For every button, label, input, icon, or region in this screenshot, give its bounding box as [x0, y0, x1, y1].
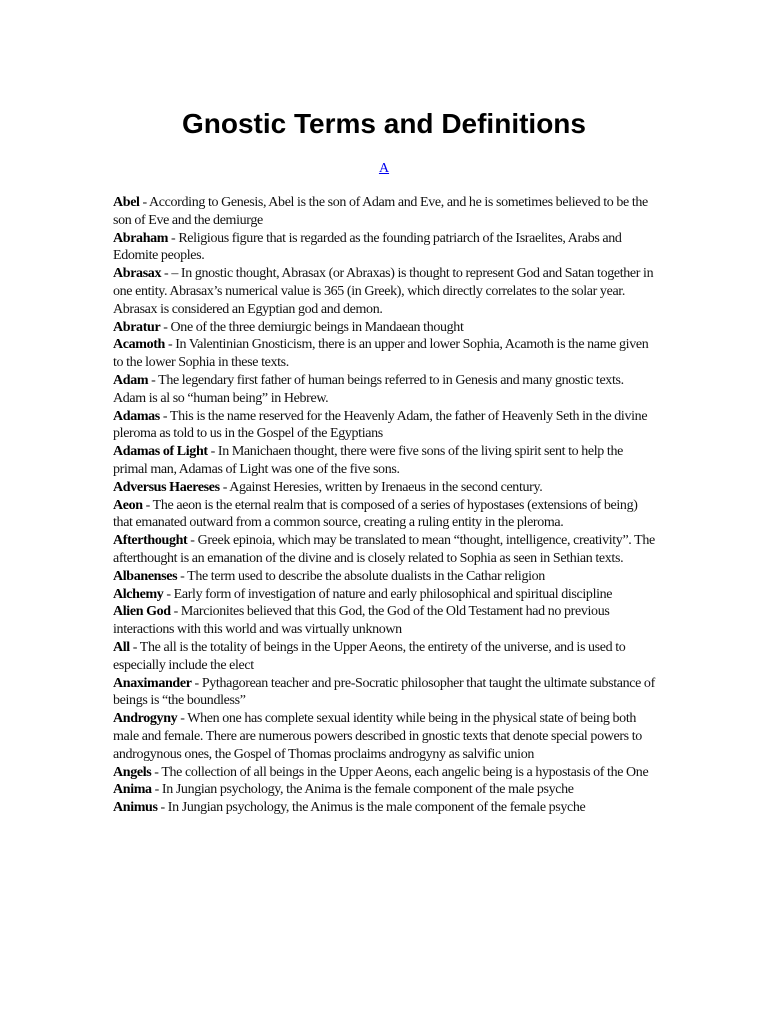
glossary-definition: - Pythagorean teacher and pre-Socratic philosopher that taught the ultimate substance of beings is “the boundless”: [113, 675, 655, 709]
glossary-term: Animus: [113, 800, 158, 816]
glossary-term: Adamas: [113, 408, 160, 424]
glossary-definition: - Religious figure that is regarded as the founding patriarch of the Israelites, Arabs and Edomite peoples.: [113, 230, 622, 264]
glossary-definition: - When one has complete sexual identity while being in the physical state of being both male and female. There are numerous powers described in gnostic texts that denote special powers to androgynous ones, the Gospel of Thomas proclaims androgyny as salvific union: [113, 711, 642, 762]
glossary-entry: [113, 408, 658, 444]
glossary-entry: [113, 497, 658, 533]
glossary-term: Afterthought: [113, 533, 188, 549]
glossary-term: Androgyny: [113, 711, 178, 727]
page-title: Gnostic Terms and Definitions: [182, 108, 586, 139]
glossary-entry: [113, 710, 658, 763]
glossary-definition: - In Jungian psychology, the Anima is the female component of the male psyche: [151, 782, 574, 798]
glossary-term: Angels: [113, 764, 152, 780]
glossary-definition: - Against Heresies, written by Irenaeus in the second century.: [219, 479, 543, 495]
glossary-definition: - The all is the totality of beings in the Upper Aeons, the entirety of the universe, and is used to especially include the elect: [113, 639, 626, 673]
glossary-term: Alien God: [113, 604, 171, 620]
glossary-term: Adversus Haereses: [113, 479, 220, 495]
glossary-definition: - This is the name reserved for the Heavenly Adam, the father of Heavenly Seth in the divine pleroma as told to us in the Gospel of the Egyptians: [113, 408, 648, 442]
glossary-entry: [113, 639, 658, 675]
glossary-entry: [113, 568, 658, 586]
glossary-list: [113, 194, 658, 817]
glossary-term: Aeon: [113, 497, 143, 513]
glossary-entry: [113, 479, 658, 497]
glossary-term: Alchemy: [113, 586, 164, 602]
glossary-definition: - The aeon is the eternal realm that is composed of a series of hypostases (extensions of being) that emanated outward from a common source, creating a ruling entity in the pleroma.: [113, 497, 638, 531]
glossary-term: Abrasax: [113, 266, 162, 282]
glossary-entry: [113, 799, 658, 817]
glossary-entry: [113, 675, 658, 711]
glossary-entry: [113, 336, 658, 372]
index-link-a[interactable]: A: [378, 161, 390, 176]
glossary-term: Abratur: [113, 319, 161, 335]
glossary-definition: - The collection of all beings in the Upper Aeons, each angelic being is a hypostasis of the One: [151, 764, 649, 780]
glossary-entry: [113, 194, 658, 230]
glossary-entry: [113, 372, 658, 408]
glossary-definition: - In Manichaen thought, there were five sons of the living spirit sent to help the primal man, Adamas of Light was one of the five sons.: [113, 444, 623, 477]
glossary-entry: [113, 230, 658, 266]
glossary-entry: [113, 586, 658, 604]
glossary-definition: - In Jungian psychology, the Animus is the male component of the female psyche: [157, 800, 586, 816]
glossary-entry: [113, 603, 658, 639]
glossary-entry: [113, 265, 658, 318]
glossary-definition: - One of the three demiurgic beings in Mandaean thought: [160, 319, 464, 335]
glossary-term: Adamas of Light: [113, 444, 208, 460]
glossary-entry: [113, 764, 658, 782]
glossary-entry: [113, 532, 658, 568]
glossary-term: Anaximander: [113, 675, 192, 691]
glossary-term: Anima: [113, 782, 152, 798]
glossary-definition: - In Valentinian Gnosticism, there is an upper and lower Sophia, Acamoth is the name given to the lower Sophia in these texts.: [113, 337, 649, 371]
glossary-entry: [113, 443, 658, 479]
glossary-entry: [113, 781, 658, 799]
glossary-definition: - The legendary first father of human beings referred to in Genesis and many gnostic texts. Adam is al so “human being” in Hebrew.: [113, 372, 624, 406]
glossary-term: Albanenses: [113, 568, 178, 584]
glossary-definition: - According to Genesis, Abel is the son of Adam and Eve, and he is sometimes believed to be the son of Eve and the demiurge: [113, 195, 648, 228]
glossary-definition: - – In gnostic thought, Abrasax (or Abraxas) is thought to represent God and Satan together in one entity. Abrasax’s numerical value is 365 (in Greek), which directly correlates to the solar year. Abrasax is considered an Egyptian god and demon.: [113, 266, 654, 317]
glossary-definition: - Greek epinoia, which may be translated to mean “thought, intelligence, creativity”. The afterthought is an emanation of the divine and is closely related to Sophia as seen in Sethian texts.: [113, 533, 655, 566]
glossary-entry: [113, 319, 658, 337]
glossary-term: Adam: [113, 372, 149, 388]
glossary-term: All: [113, 639, 130, 655]
alphabet-index: [0, 160, 768, 178]
glossary-definition: - The term used to describe the absolute dualists in the Cathar religion: [177, 568, 545, 584]
glossary-definition: - Marcionites believed that this God, the God of the Old Testament had no previous interactions with this world and was virtually unknown: [113, 604, 610, 638]
glossary-definition: - Early form of investigation of nature and early philosophical and spiritual discipline: [163, 586, 613, 602]
glossary-term: Abel: [113, 195, 140, 210]
glossary-term: Abraham: [113, 230, 169, 246]
glossary-term: Acamoth: [113, 337, 165, 353]
